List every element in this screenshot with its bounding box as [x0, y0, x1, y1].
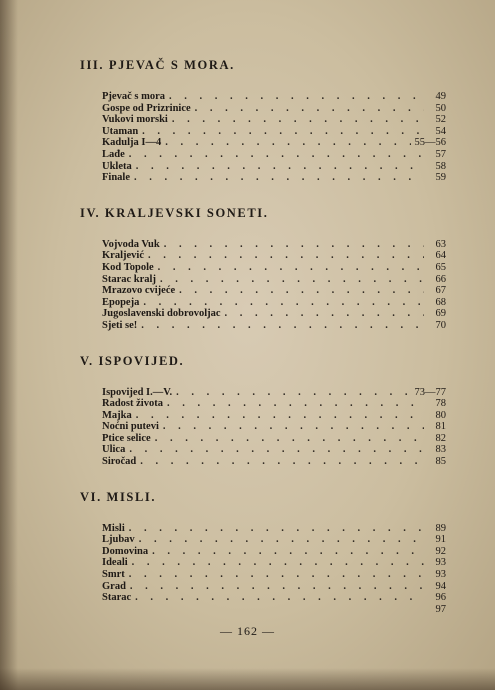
entry-page: 70 [435, 319, 446, 331]
entry-title: Ulica [102, 444, 126, 456]
toc-entry [78, 297, 446, 309]
entry-title: Misli [102, 522, 125, 534]
entry-page: 64 [435, 250, 446, 262]
dot-leader [152, 546, 424, 558]
toc-entry [78, 398, 446, 410]
dot-leader [176, 387, 410, 399]
dot-leader [132, 557, 424, 569]
entry-title: Domovina [102, 545, 149, 557]
entry-page: 93 [435, 557, 446, 569]
entry-title: Starac kralj [102, 273, 156, 285]
entry-page: 55—56 [414, 137, 446, 149]
entry-page: 67 [435, 285, 446, 297]
entry-page: 54 [435, 125, 446, 137]
entry-title: Ptice selice [102, 432, 151, 444]
dot-leader [148, 250, 424, 262]
dot-leader [160, 274, 424, 286]
entry-page: 82 [435, 432, 446, 444]
entry-page: 68 [435, 296, 446, 308]
entry-title: Ljubav [102, 534, 135, 546]
dot-leader [135, 592, 424, 604]
toc-entry [78, 592, 446, 604]
dot-leader [195, 103, 424, 115]
entry-title: Kod Topole [102, 261, 154, 273]
dot-leader [129, 444, 424, 456]
entry-title: Ideali [102, 557, 128, 569]
dot-leader [136, 161, 424, 173]
dot-leader [142, 126, 424, 138]
dot-leader [172, 114, 424, 126]
dot-leader [225, 308, 424, 320]
entry-page: 63 [435, 238, 446, 250]
toc-entry [78, 137, 446, 149]
toc-entry [78, 421, 446, 433]
entry-page: 73—77 [414, 386, 446, 398]
entry-title: Smrt [102, 569, 125, 581]
entry-page: 57 [435, 148, 446, 160]
dot-leader [167, 398, 424, 410]
toc-section [78, 206, 446, 332]
entry-title: Grad [102, 580, 126, 592]
entry-page: 96 [435, 592, 446, 604]
dot-leader [143, 297, 424, 309]
entry-title: Siročad [102, 456, 137, 468]
dot-leader [158, 262, 424, 274]
section-title: V. ISPOVIJED. [80, 353, 185, 368]
entry-page: 97 [435, 603, 446, 615]
dot-leader [163, 421, 424, 433]
section-title: IV. KRALJEVSKI SONETI. [80, 205, 269, 220]
toc-entry [78, 262, 446, 274]
entry-page: 89 [435, 522, 446, 534]
entry-title: Vukovi morski [102, 114, 168, 126]
entry-page: 81 [435, 421, 446, 433]
dot-leader [134, 172, 424, 184]
dot-leader [141, 320, 424, 332]
entry-title: Kraljević [102, 250, 144, 262]
dot-leader [164, 239, 424, 251]
dot-leader [129, 569, 424, 581]
dot-leader [155, 433, 424, 445]
toc-entry [78, 103, 446, 115]
entry-title: Starac [102, 592, 132, 604]
toc-entry [78, 546, 446, 558]
toc-entry [78, 91, 446, 103]
toc-entry [78, 239, 446, 251]
entry-title: Kadulja I—4 [102, 137, 162, 149]
entry-title: Utaman [102, 125, 139, 137]
entry-title: Lađe [102, 148, 125, 160]
page-gutter-shadow [0, 0, 18, 690]
toc-section [78, 490, 446, 616]
toc-entry [78, 456, 446, 468]
section-title: III. PJEVAČ S MORA. [80, 58, 235, 72]
toc-entry [78, 126, 446, 138]
toc-entry [78, 523, 446, 535]
entry-page: 78 [435, 398, 446, 410]
toc-entry [78, 604, 446, 616]
entry-page: 80 [435, 409, 446, 421]
entry-page: 52 [435, 114, 446, 126]
table-of-contents [78, 58, 446, 637]
dot-leader [139, 534, 424, 546]
entry-title: Ukleta [102, 160, 132, 172]
toc-entry [78, 320, 446, 332]
entry-title: Pjevač s mora [102, 91, 165, 102]
section-title: VI. MISLI. [80, 489, 157, 504]
entry-page: 50 [435, 102, 446, 114]
dot-leader [130, 581, 424, 593]
page-number: — 162 — [220, 624, 275, 638]
toc-entry [78, 410, 446, 422]
toc-entry [78, 308, 446, 320]
entry-page: 91 [435, 534, 446, 546]
entry-page: 66 [435, 273, 446, 285]
dot-leader [169, 91, 424, 103]
toc-entry [78, 581, 446, 593]
toc-entry [78, 149, 446, 161]
entry-page: 65 [435, 261, 446, 273]
toc-section [78, 354, 446, 468]
toc-entry [78, 433, 446, 445]
entry-title: Mrazovo cvijeće [102, 285, 176, 297]
toc-entry [78, 250, 446, 262]
entry-page: 58 [435, 160, 446, 172]
entry-title: Ispovijed I.—V. [102, 386, 173, 398]
toc-entry [78, 285, 446, 297]
dot-leader [179, 285, 424, 297]
entry-page: 59 [435, 172, 446, 184]
toc-entry [78, 274, 446, 286]
entry-page: 93 [435, 569, 446, 581]
entry-page: 83 [435, 444, 446, 456]
toc-entry [78, 534, 446, 546]
toc-entry [78, 387, 446, 399]
dot-leader [129, 523, 424, 535]
entry-page: 85 [435, 456, 446, 468]
entry-page: 49 [435, 91, 446, 102]
toc-entry [78, 444, 446, 456]
entry-title: Vojvoda Vuk [102, 238, 160, 250]
entry-page: 92 [435, 545, 446, 557]
toc-entry [78, 114, 446, 126]
entry-title: Epopeja [102, 296, 140, 308]
entry-title: Finale [102, 172, 130, 184]
toc-entry [78, 557, 446, 569]
page-bottom-shadow [0, 668, 495, 690]
toc-section [78, 58, 446, 184]
dot-leader [136, 410, 424, 422]
entry-title: Noćni putevi [102, 421, 159, 433]
dot-leader [129, 149, 424, 161]
entry-title: Majka [102, 409, 132, 421]
entry-page: 69 [435, 308, 446, 320]
dot-leader [140, 456, 424, 468]
entry-page: 94 [435, 580, 446, 592]
dot-leader [165, 137, 410, 149]
entry-title: Jugoslavenski dobrovoljac [102, 308, 221, 320]
toc-entry [78, 569, 446, 581]
entry-title: Gospe od Prizrinice [102, 102, 191, 114]
entry-title: Sjeti se! [102, 319, 138, 331]
entry-title: Radost života [102, 398, 163, 410]
toc-entry [78, 161, 446, 173]
toc-entry [78, 172, 446, 184]
